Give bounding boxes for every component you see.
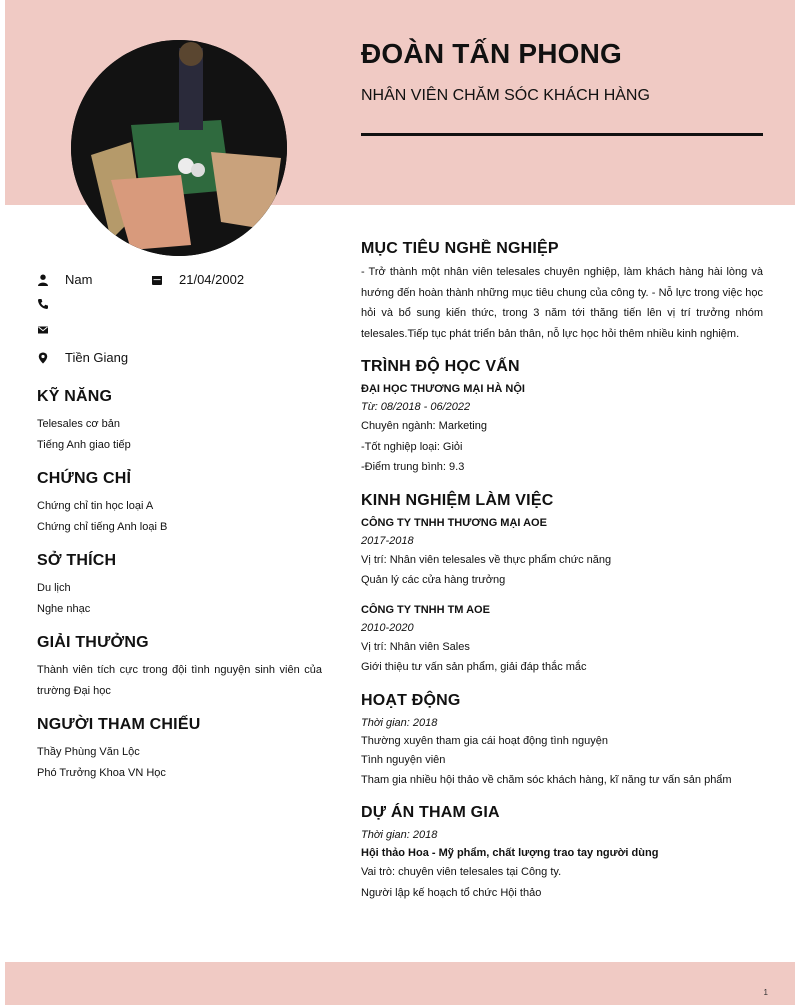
person-icon [37,274,49,286]
job-entry [361,514,763,591]
list-item: Chứng chỉ tiếng Anh loại B [37,521,168,533]
job-title: NHÂN VIÊN CHĂM SÓC KHÁCH HÀNG [361,87,650,104]
gender-field [37,272,92,287]
gender-value: Nam [65,272,93,287]
job-period: 2010-2020 [361,621,414,634]
list-item: Tiếng Anh giao tiếp [37,439,131,451]
contact-row-personal [37,272,322,298]
education-period: Từ: 08/2018 - 06/2022 [361,401,471,413]
activity-line: Tham gia nhiều hội thảo về chăm sóc khách hàng, kĩ năng tư vấn sản phẩm [361,773,732,786]
contact-row-address [37,350,322,376]
references-section [37,716,322,784]
activities-section [361,692,763,791]
activity-period: Thời gian: 2018 [361,716,438,729]
activity-line: Tình nguyện viên [361,753,446,766]
school-name: ĐẠI HỌC THƯƠNG MẠI HÀ NỘI [361,383,525,395]
list-item: Du lịch [37,582,71,594]
calendar-icon [151,274,163,286]
contact-row-email [37,324,322,350]
objective-section [361,240,763,344]
section-title: NGƯỜI THAM CHIẾU [37,716,201,733]
projects-section [361,804,763,903]
certificates-section [37,470,322,538]
education-section [361,358,763,478]
address-value: Tiền Giang [65,350,129,365]
experience-section [361,492,763,678]
education-line: -Tốt nghiệp loại: Giỏi [361,440,463,453]
list-item: Phó Trưởng Khoa VN Học [37,767,166,779]
birthday-field [151,272,244,287]
job-entry [361,601,763,678]
job-line: Vị trí: Nhân viên telesales về thực phẩm chức năng [361,553,612,566]
education-line: Chuyên ngành: Marketing [361,420,487,432]
page-number: 1 [763,988,768,997]
right-column [361,240,763,917]
list-item: Chứng chỉ tin học loại A [37,500,154,512]
objective-text: - Trở thành một nhân viên telesales chuyên nghiệp, làm khách hàng hài lòng và hướng đến hoàn thành những mục tiêu chung của công ty. - Nỗ lực trong việc học hỏi và bổ sung kiến thức, trong 3 năm tới thăng tiến lên vị trí trưởng nhóm telesales.Tiếp tục phát triển bản thân, nỗ lực học hỏi thêm nhiều kinh nghiệm. [361,266,763,340]
contact-row-phone [37,298,322,324]
section-title: MỤC TIÊU NGHỀ NGHIỆP [361,240,559,257]
section-title: TRÌNH ĐỘ HỌC VẤN [361,358,520,375]
title-divider [361,133,763,136]
email-field [37,324,65,336]
spacer [361,591,763,601]
list-item: Thành viên tích cực trong đội tình nguyện sinh viên của trường Đại học [37,664,322,697]
section-title: KINH NGHIỆM LÀM VIỆC [361,491,554,509]
project-line: Người lập kế hoạch tổ chức Hội thảo [361,886,542,899]
left-column [37,272,322,784]
education-line: -Điểm trung bình: 9.3 [361,461,465,473]
candidate-name: ĐOÀN TẤN PHONG [361,38,623,69]
list-item: Thầy Phùng Văn Lộc [37,746,140,758]
company-name: CÔNG TY TNHH TM AOE [361,603,490,616]
company-name: CÔNG TY TNHH THƯƠNG MẠI AOE [361,516,547,529]
section-title: KỸ NĂNG [37,388,113,405]
phone-field [37,298,65,310]
job-line: Giới thiệu tư vấn sản phẩm, giải đáp thắc mắc [361,661,587,673]
phone-icon [37,298,49,310]
project-name: Hội thảo Hoa - Mỹ phẩm, chất lượng trao tay người dùng [361,847,659,859]
list-item: Telesales cơ bản [37,418,121,430]
job-line: Vị trí: Nhân viên Sales [361,640,470,653]
footer-band [5,962,795,1005]
birthday-value: 21/04/2002 [179,272,245,287]
job-period: 2017-2018 [361,534,414,547]
location-icon [37,352,49,364]
email-icon [37,324,49,336]
section-title: CHỨNG CHỈ [37,470,132,487]
section-title: GIẢI THƯỞNG [37,634,149,651]
section-title: HOẠT ĐỘNG [361,691,461,709]
hobbies-section [37,552,322,620]
address-field [37,350,128,365]
section-title: DỰ ÁN THAM GIA [361,804,500,821]
job-line: Quản lý các cửa hàng trưởng [361,574,506,586]
project-period: Thời gian: 2018 [361,829,438,841]
trophy-photo-image [71,40,287,256]
activity-line: Thường xuyên tham gia cái hoạt động tình nguyện [361,734,608,747]
list-item: Nghe nhạc [37,603,91,615]
section-title: SỞ THÍCH [37,552,117,569]
awards-section [37,634,322,702]
skills-section [37,388,322,456]
project-line: Vai trò: chuyên viên telesales tại Công ty. [361,866,562,878]
profile-photo [71,40,287,256]
